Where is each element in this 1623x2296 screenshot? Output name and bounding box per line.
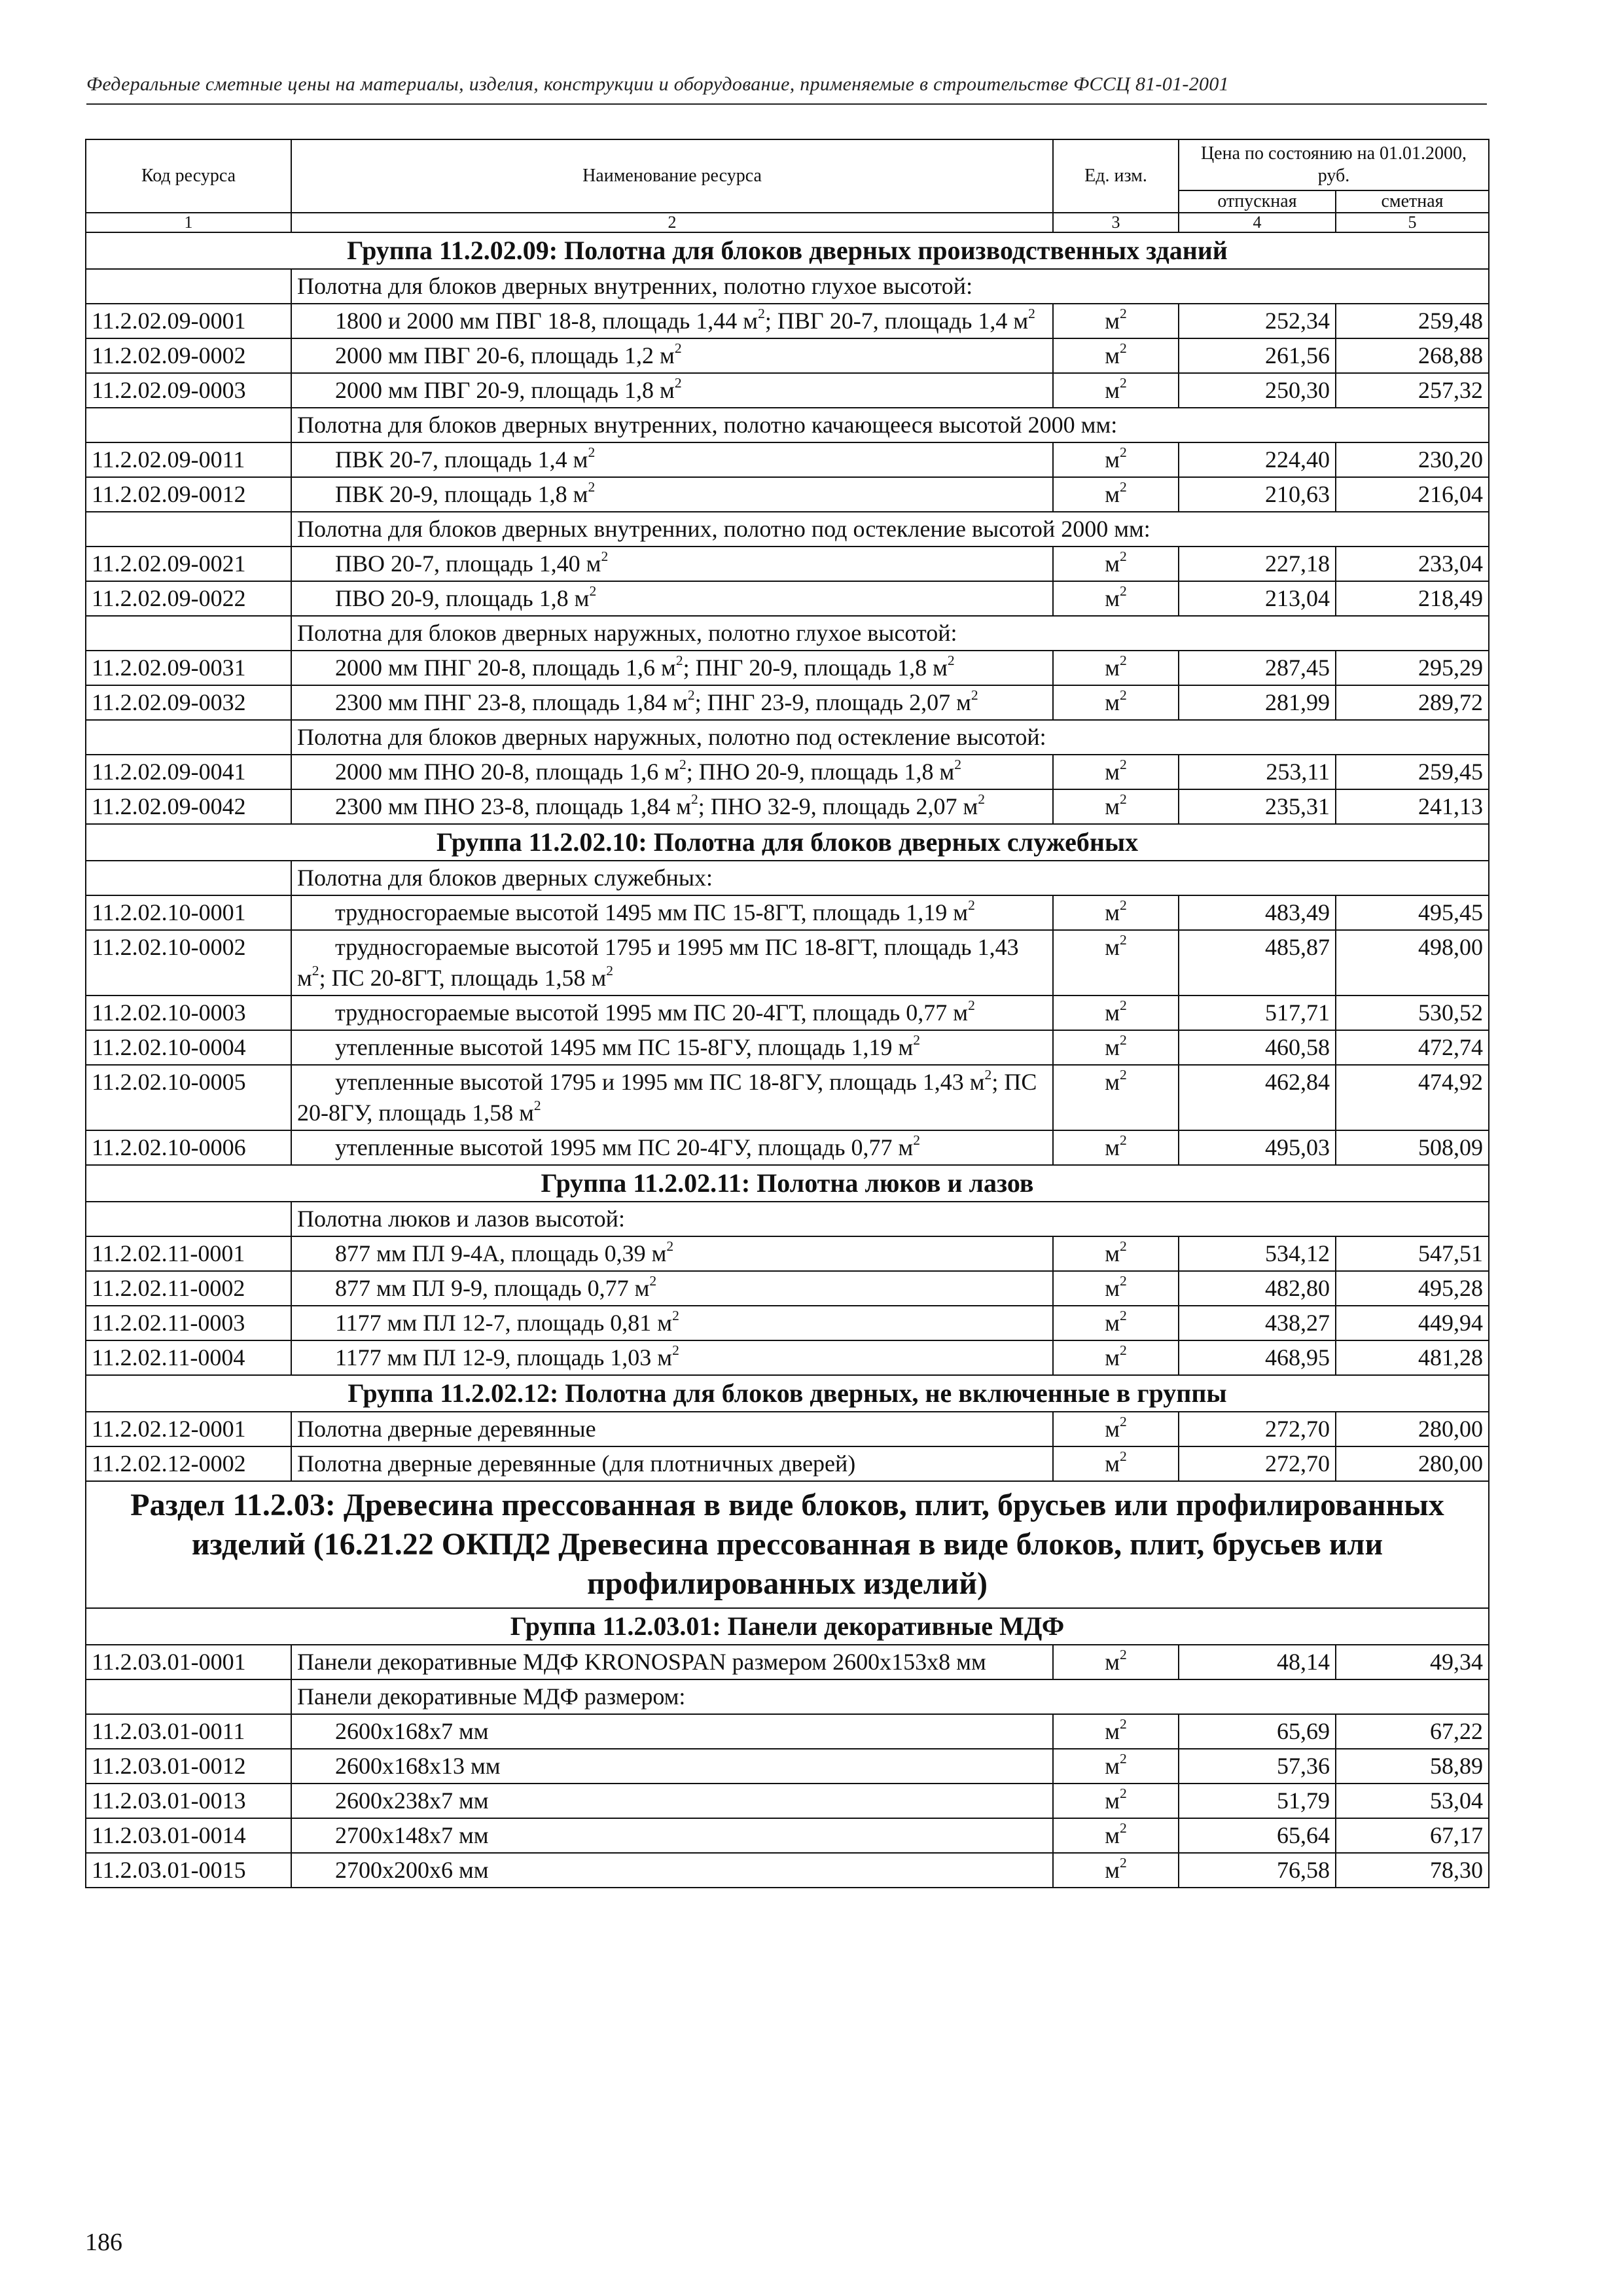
price-estimate: 508,09 (1336, 1130, 1489, 1165)
resource-code: 11.2.02.12-0001 (86, 1412, 291, 1446)
price-release: 250,30 (1179, 373, 1336, 408)
resource-code: 11.2.03.01-0013 (86, 1784, 291, 1818)
table-row (86, 996, 1489, 1030)
table-row (86, 1130, 1489, 1165)
table-row (86, 651, 1489, 685)
resource-name (291, 1645, 1053, 1679)
unit: $м^2$ (1053, 477, 1179, 512)
resource-name (291, 1446, 1053, 1481)
resource-code: 11.2.02.11-0002 (86, 1271, 291, 1306)
resource-name-text: ПВО 20-9, площадь 1,8 $м^2$ (335, 583, 597, 611)
resource-name-text: 2600x168x7 мм (335, 1718, 489, 1744)
unit: $м^2$ (1053, 338, 1179, 373)
table-row (86, 373, 1489, 408)
table-row (86, 755, 1489, 789)
empty-cell (86, 1202, 291, 1236)
price-release: 252,34 (1179, 304, 1336, 338)
price-estimate: 481,28 (1336, 1340, 1489, 1375)
subheading-text: Полотна для блоков дверных внутренних, полотно глухое высотой: (297, 273, 973, 299)
table-row (86, 1306, 1489, 1340)
unit: $м^2$ (1053, 755, 1179, 789)
subheading-row (86, 861, 1489, 895)
resource-name (291, 1236, 1053, 1271)
unit: $м^2$ (1053, 1853, 1179, 1888)
table-row (86, 1065, 1489, 1130)
price-estimate: 530,52 (1336, 996, 1489, 1030)
section-heading: Раздел 11.2.03: Древесина прессованная в виде блоков, плит, брусьев или профилированных изделий (16.21.22 ОКПД2 Древесина прессованная в виде блоков, плит, брусьев или профилированных изделий) (86, 1481, 1489, 1608)
column-number-row (86, 213, 1489, 232)
unit: $м^2$ (1053, 442, 1179, 477)
subheading (291, 1679, 1489, 1714)
col-number: 5 (1336, 213, 1489, 232)
subheading (291, 512, 1489, 547)
resource-code: 11.2.02.11-0001 (86, 1236, 291, 1271)
subheading (291, 616, 1489, 651)
subheading-row (86, 1202, 1489, 1236)
unit: $м^2$ (1053, 1749, 1179, 1784)
unit: $м^2$ (1053, 996, 1179, 1030)
table-row (86, 304, 1489, 338)
table-row (86, 685, 1489, 720)
table-row (86, 789, 1489, 824)
resource-code: 11.2.02.10-0004 (86, 1030, 291, 1065)
price-release: 65,69 (1179, 1714, 1336, 1749)
table-row (86, 442, 1489, 477)
resource-name-text: утепленные высотой 1995 мм ПС 20-4ГУ, площадь 0,77 $м^2$ (335, 1132, 921, 1160)
price-estimate: 289,72 (1336, 685, 1489, 720)
resource-name (291, 338, 1053, 373)
empty-cell (86, 720, 291, 755)
header-unit: Ед. изм. (1053, 139, 1179, 213)
resource-name-text: 2000 мм ПВГ 20-9, площадь 1,8 $м^2$ (335, 374, 682, 403)
resource-name (291, 1271, 1053, 1306)
price-release: 534,12 (1179, 1236, 1336, 1271)
price-estimate: 259,45 (1336, 755, 1489, 789)
resource-name (291, 547, 1053, 581)
empty-cell (86, 861, 291, 895)
resource-name-text: Полотна дверные деревянные (297, 1416, 596, 1442)
price-estimate: 495,45 (1336, 895, 1489, 930)
price-release: 57,36 (1179, 1749, 1336, 1784)
unit: $м^2$ (1053, 685, 1179, 720)
subheading-row (86, 1679, 1489, 1714)
price-estimate: 474,92 (1336, 1065, 1489, 1130)
table-row (86, 1818, 1489, 1853)
subheading-row (86, 720, 1489, 755)
price-release: 253,11 (1179, 755, 1336, 789)
subheading (291, 720, 1489, 755)
group-heading-row (86, 232, 1489, 269)
unit: $м^2$ (1053, 1340, 1179, 1375)
price-table (85, 139, 1489, 1888)
group-heading-row (86, 1165, 1489, 1202)
table-row (86, 477, 1489, 512)
price-release: 227,18 (1179, 547, 1336, 581)
resource-name-text: трудносгораемые высотой 1995 мм ПС 20-4ГТ, площадь 0,77 $м^2$ (335, 997, 975, 1026)
resource-name-text: 1800 и 2000 мм ПВГ 18-8, площадь 1,44 $м^2$; ПВГ 20-7, площадь 1,4 $м^2$ (335, 305, 1035, 334)
resource-name (291, 755, 1053, 789)
group-heading: Группа 11.2.02.11: Полотна люков и лазов (86, 1165, 1489, 1202)
subheading (291, 269, 1489, 304)
unit: $м^2$ (1053, 1446, 1179, 1481)
price-estimate: 49,34 (1336, 1645, 1489, 1679)
group-heading: Группа 11.2.03.01: Панели декоративные МДФ (86, 1608, 1489, 1645)
header-price: Цена по состоянию на 01.01.2000, руб. (1179, 139, 1489, 190)
table-row (86, 1030, 1489, 1065)
price-release: 51,79 (1179, 1784, 1336, 1818)
table-row (86, 1749, 1489, 1784)
price-estimate: 216,04 (1336, 477, 1489, 512)
resource-code: 11.2.02.09-0041 (86, 755, 291, 789)
resource-code: 11.2.03.01-0015 (86, 1853, 291, 1888)
price-release: 287,45 (1179, 651, 1336, 685)
empty-cell (86, 512, 291, 547)
resource-name (291, 651, 1053, 685)
col-number: 1 (86, 213, 291, 232)
price-estimate: 241,13 (1336, 789, 1489, 824)
resource-name-text: 2700x200x6 мм (335, 1857, 489, 1883)
group-heading: Группа 11.2.02.12: Полотна для блоков дверных, не включенные в группы (86, 1375, 1489, 1412)
unit: $м^2$ (1053, 1065, 1179, 1130)
unit: $м^2$ (1053, 1645, 1179, 1679)
price-release: 517,71 (1179, 996, 1336, 1030)
price-release: 224,40 (1179, 442, 1336, 477)
empty-cell (86, 616, 291, 651)
resource-name-text: 1177 мм ПЛ 12-7, площадь 0,81 $м^2$ (335, 1307, 679, 1336)
unit: $м^2$ (1053, 651, 1179, 685)
price-release: 483,49 (1179, 895, 1336, 930)
subheading-text: Панели декоративные МДФ размером: (297, 1683, 686, 1710)
price-release: 65,64 (1179, 1818, 1336, 1853)
resource-name (291, 1784, 1053, 1818)
price-release: 210,63 (1179, 477, 1336, 512)
resource-code: 11.2.02.09-0032 (86, 685, 291, 720)
empty-cell (86, 269, 291, 304)
unit: $м^2$ (1053, 789, 1179, 824)
resource-code: 11.2.02.09-0003 (86, 373, 291, 408)
resource-code: 11.2.02.09-0002 (86, 338, 291, 373)
resource-name-text: утепленные высотой 1495 мм ПС 15-8ГУ, площадь 1,19 $м^2$ (335, 1031, 921, 1060)
price-release: 438,27 (1179, 1306, 1336, 1340)
empty-cell (86, 408, 291, 442)
price-estimate: 218,49 (1336, 581, 1489, 616)
price-estimate: 547,51 (1336, 1236, 1489, 1271)
header-code: Код ресурса (86, 139, 291, 213)
section-heading-row (86, 1481, 1489, 1608)
header-price-estimate: сметная (1336, 190, 1489, 213)
price-estimate: 259,48 (1336, 304, 1489, 338)
resource-code: 11.2.02.10-0003 (86, 996, 291, 1030)
header-name: Наименование ресурса (291, 139, 1053, 213)
unit: $м^2$ (1053, 547, 1179, 581)
unit: $м^2$ (1053, 1412, 1179, 1446)
resource-code: 11.2.03.01-0001 (86, 1645, 291, 1679)
resource-name-text: Панели декоративные МДФ KRONOSPAN размером 2600x153x8 мм (297, 1649, 986, 1675)
price-estimate: 472,74 (1336, 1030, 1489, 1065)
table-row (86, 895, 1489, 930)
unit: $м^2$ (1053, 895, 1179, 930)
price-release: 261,56 (1179, 338, 1336, 373)
resource-name (291, 1818, 1053, 1853)
resource-name-text: 1177 мм ПЛ 12-9, площадь 1,03 $м^2$ (335, 1342, 679, 1371)
resource-name-text: утепленные высотой 1795 и 1995 мм ПС 18-8ГУ, площадь 1,43 $м^2$; ПС 20-8ГУ, площадь 1,58 $м^2$ (297, 1066, 1037, 1126)
group-heading-row (86, 1608, 1489, 1645)
resource-name-text: 877 мм ПЛ 9-9, площадь 0,77 $м^2$ (335, 1272, 657, 1301)
resource-name (291, 930, 1053, 996)
resource-name-text: трудносгораемые высотой 1795 и 1995 мм ПС 18-8ГТ, площадь 1,43 $м^2$; ПС 20-8ГТ, площадь 1,58 $м^2$ (297, 934, 1019, 991)
resource-name-text: ПВК 20-7, площадь 1,4 $м^2$ (335, 444, 596, 473)
col-number: 4 (1179, 213, 1336, 232)
unit: $м^2$ (1053, 581, 1179, 616)
subheading-row (86, 512, 1489, 547)
price-release: 468,95 (1179, 1340, 1336, 1375)
unit: $м^2$ (1053, 1714, 1179, 1749)
resource-name-text: 2300 мм ПНО 23-8, площадь 1,84 $м^2$; ПНО 32-9, площадь 2,07 $м^2$ (335, 791, 986, 819)
price-estimate: 67,17 (1336, 1818, 1489, 1853)
unit: $м^2$ (1053, 304, 1179, 338)
table-row (86, 1236, 1489, 1271)
table-row (86, 930, 1489, 996)
group-heading-row (86, 1375, 1489, 1412)
price-estimate: 53,04 (1336, 1784, 1489, 1818)
unit: $м^2$ (1053, 1030, 1179, 1065)
unit: $м^2$ (1053, 1236, 1179, 1271)
group-heading-row (86, 824, 1489, 861)
price-release: 462,84 (1179, 1065, 1336, 1130)
subheading-text: Полотна для блоков дверных наружных, полотно глухое высотой: (297, 620, 957, 646)
subheading-text: Полотна для блоков дверных внутренних, полотно под остекление высотой 2000 мм: (297, 516, 1150, 542)
resource-code: 11.2.02.10-0001 (86, 895, 291, 930)
resource-code: 11.2.02.09-0001 (86, 304, 291, 338)
resource-name (291, 895, 1053, 930)
unit: $м^2$ (1053, 1306, 1179, 1340)
resource-name (291, 1412, 1053, 1446)
subheading-row (86, 269, 1489, 304)
resource-name-text: 2000 мм ПНО 20-8, площадь 1,6 $м^2$; ПНО 20-9, площадь 1,8 $м^2$ (335, 756, 962, 785)
resource-name (291, 1749, 1053, 1784)
price-release: 460,58 (1179, 1030, 1336, 1065)
col-number: 3 (1053, 213, 1179, 232)
table-row (86, 1714, 1489, 1749)
price-release: 272,70 (1179, 1446, 1336, 1481)
resource-name-text: трудносгораемые высотой 1495 мм ПС 15-8ГТ, площадь 1,19 $м^2$ (335, 897, 975, 925)
header-price-release: отпускная (1179, 190, 1336, 213)
subheading-text: Полотна для блоков дверных служебных: (297, 865, 713, 891)
resource-code: 11.2.02.09-0042 (86, 789, 291, 824)
unit: $м^2$ (1053, 1271, 1179, 1306)
resource-name (291, 685, 1053, 720)
resource-name (291, 789, 1053, 824)
table-header (86, 139, 1489, 232)
resource-code: 11.2.03.01-0012 (86, 1749, 291, 1784)
resource-code: 11.2.02.12-0002 (86, 1446, 291, 1481)
resource-name-text: Полотна дверные деревянные (для плотничных дверей) (297, 1450, 856, 1477)
unit: $м^2$ (1053, 1784, 1179, 1818)
resource-name-text: 2700x148x7 мм (335, 1822, 489, 1848)
resource-code: 11.2.03.01-0014 (86, 1818, 291, 1853)
unit: $м^2$ (1053, 1818, 1179, 1853)
resource-code: 11.2.02.11-0004 (86, 1340, 291, 1375)
price-release: 213,04 (1179, 581, 1336, 616)
resource-name (291, 1030, 1053, 1065)
resource-name-text: 2600x238x7 мм (335, 1787, 489, 1814)
resource-name-text: ПВО 20-7, площадь 1,40 $м^2$ (335, 548, 609, 577)
header-divider (86, 103, 1487, 105)
table-row (86, 338, 1489, 373)
price-estimate: 495,28 (1336, 1271, 1489, 1306)
price-estimate: 233,04 (1336, 547, 1489, 581)
resource-name (291, 1714, 1053, 1749)
resource-code: 11.2.02.09-0031 (86, 651, 291, 685)
col-number: 2 (291, 213, 1053, 232)
price-estimate: 67,22 (1336, 1714, 1489, 1749)
table-row (86, 1340, 1489, 1375)
price-release: 48,14 (1179, 1645, 1336, 1679)
subheading-text: Полотна для блоков дверных наружных, полотно под остекление высотой: (297, 724, 1046, 750)
group-heading: Группа 11.2.02.10: Полотна для блоков дверных служебных (86, 824, 1489, 861)
resource-name (291, 1306, 1053, 1340)
unit: $м^2$ (1053, 930, 1179, 996)
table-row (86, 547, 1489, 581)
table-body (86, 232, 1489, 1888)
resource-name (291, 1853, 1053, 1888)
subheading (291, 408, 1489, 442)
price-estimate: 268,88 (1336, 338, 1489, 373)
resource-name-text: 2000 мм ПНГ 20-8, площадь 1,6 $м^2$; ПНГ 20-9, площадь 1,8 $м^2$ (335, 652, 955, 681)
subheading (291, 1202, 1489, 1236)
subheading-row (86, 616, 1489, 651)
resource-code: 11.2.02.10-0005 (86, 1065, 291, 1130)
resource-code: 11.2.02.09-0021 (86, 547, 291, 581)
resource-name (291, 373, 1053, 408)
running-header: Федеральные сметные цены на материалы, изделия, конструкции и оборудование, применяемые в строительстве ФССЦ 81-01-2001 (86, 73, 1229, 95)
price-estimate: 230,20 (1336, 442, 1489, 477)
resource-name (291, 442, 1053, 477)
empty-cell (86, 1679, 291, 1714)
price-release: 485,87 (1179, 930, 1336, 996)
resource-name (291, 581, 1053, 616)
resource-name (291, 996, 1053, 1030)
price-release: 272,70 (1179, 1412, 1336, 1446)
table-row (86, 1271, 1489, 1306)
table-row (86, 1645, 1489, 1679)
resource-code: 11.2.02.09-0012 (86, 477, 291, 512)
resource-code: 11.2.02.09-0011 (86, 442, 291, 477)
resource-name-text: 2000 мм ПВГ 20-6, площадь 1,2 $м^2$ (335, 340, 682, 368)
subheading-text: Полотна люков и лазов высотой: (297, 1206, 625, 1232)
unit: $м^2$ (1053, 373, 1179, 408)
price-release: 482,80 (1179, 1271, 1336, 1306)
resource-name-text: 2300 мм ПНГ 23-8, площадь 1,84 $м^2$; ПНГ 23-9, площадь 2,07 $м^2$ (335, 687, 978, 715)
price-estimate: 295,29 (1336, 651, 1489, 685)
price-estimate: 449,94 (1336, 1306, 1489, 1340)
resource-code: 11.2.02.09-0022 (86, 581, 291, 616)
price-release: 281,99 (1179, 685, 1336, 720)
resource-name (291, 1130, 1053, 1165)
price-estimate: 78,30 (1336, 1853, 1489, 1888)
page-number: 186 (85, 2229, 122, 2256)
subheading (291, 861, 1489, 895)
price-estimate: 257,32 (1336, 373, 1489, 408)
table-row (86, 1412, 1489, 1446)
price-release: 235,31 (1179, 789, 1336, 824)
resource-name-text: 877 мм ПЛ 9-4А, площадь 0,39 $м^2$ (335, 1238, 674, 1266)
resource-name (291, 1340, 1053, 1375)
resource-code: 11.2.02.10-0006 (86, 1130, 291, 1165)
resource-code: 11.2.02.10-0002 (86, 930, 291, 996)
group-heading: Группа 11.2.02.09: Полотна для блоков дверных производственных зданий (86, 232, 1489, 269)
resource-name (291, 304, 1053, 338)
resource-name-text: ПВК 20-9, площадь 1,8 $м^2$ (335, 478, 596, 507)
table-row (86, 1784, 1489, 1818)
price-estimate: 280,00 (1336, 1446, 1489, 1481)
resource-code: 11.2.02.11-0003 (86, 1306, 291, 1340)
subheading-text: Полотна для блоков дверных внутренних, полотно качающееся высотой 2000 мм: (297, 412, 1118, 438)
resource-name-text: 2600x168x13 мм (335, 1753, 501, 1779)
unit: $м^2$ (1053, 1130, 1179, 1165)
price-release: 76,58 (1179, 1853, 1336, 1888)
resource-name (291, 1065, 1053, 1130)
resource-code: 11.2.03.01-0011 (86, 1714, 291, 1749)
price-estimate: 280,00 (1336, 1412, 1489, 1446)
table-row (86, 1446, 1489, 1481)
price-release: 495,03 (1179, 1130, 1336, 1165)
table-row (86, 581, 1489, 616)
resource-name (291, 477, 1053, 512)
price-estimate: 498,00 (1336, 930, 1489, 996)
table-row (86, 1853, 1489, 1888)
price-estimate: 58,89 (1336, 1749, 1489, 1784)
subheading-row (86, 408, 1489, 442)
